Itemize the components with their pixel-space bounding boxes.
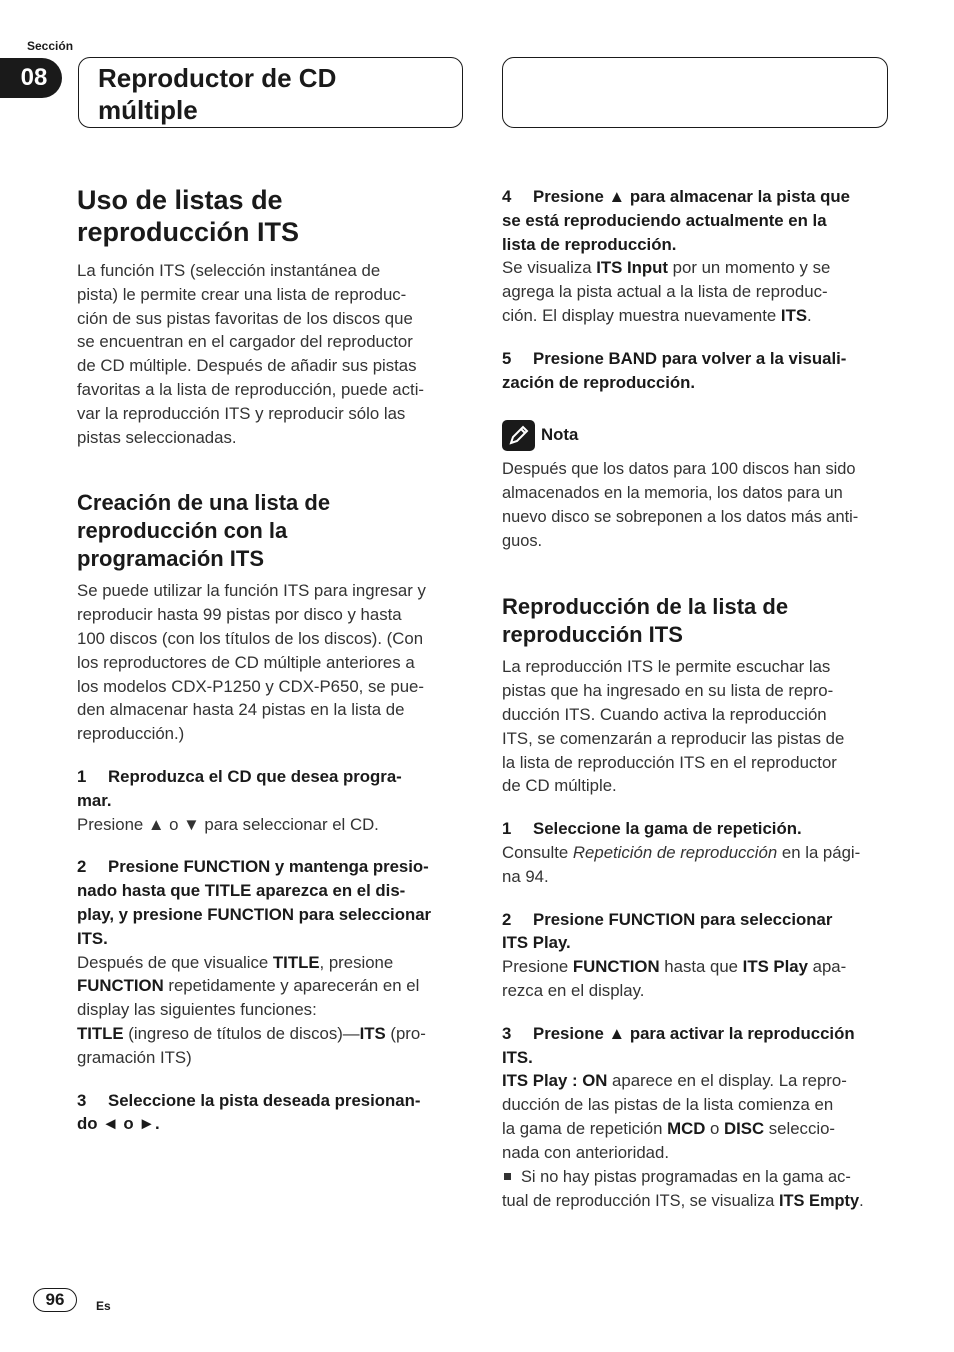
subheading-creation: Creación de una lista de reproducción con la programación ITS (77, 490, 331, 572)
bullet-square-icon (504, 1173, 511, 1180)
step-2-body: Después de que visualice TITLE, presione FUNCTION repetidamente y aparecerán en el display las siguientes funciones: TITLE (ingreso de títulos de discos)—ITS (pro- gramación ITS) (77, 952, 426, 1067)
playback-step-3-bullet: Si no hay pistas programadas en la gama ac- tual de reproducción ITS, se visualiza ITS Empty. (502, 1167, 864, 1210)
note-label: Nota (541, 425, 579, 445)
right-column (502, 185, 890, 1213)
pencil-note-icon (502, 420, 535, 451)
playback-intro-paragraph: La reproducción ITS le permite escuchar las pistas que ha ingresado en su lista de repro- ducción ITS. Cuando activa la reproducción ITS, se comenzarán a reproducir las pistas de la lista de reproducción ITS en el reproductor de CD múltiple. (502, 657, 845, 796)
playback-step-1-title: 1 Seleccione la gama de repetición. (502, 819, 802, 839)
note-text: Después que los datos para 100 discos han sido almacenados en la memoria, los datos para un nuevo disco se sobreponen a los datos más anti- guos. (502, 460, 859, 551)
step-1-body: Presione ▲ o ▼ para seleccionar el CD. (77, 814, 379, 834)
section-label: Sección (27, 39, 74, 53)
page-number: 96 (33, 1288, 77, 1312)
chapter-title-line1: Reproductor de CD (98, 63, 337, 93)
main-heading: Uso de listas de reproducción ITS (77, 185, 300, 247)
playback-step-1-body: Consulte Repetición de reproducción en la pági- na 94. (502, 842, 861, 886)
empty-header-box (502, 57, 888, 128)
step-1-title: 1 Reproduzca el CD que desea progra- mar. (77, 766, 402, 810)
language-code: Es (96, 1299, 111, 1313)
creation-intro-paragraph: Se puede utilizar la función ITS para ingresar y reproducir hasta 99 pistas por disco y hasta 100 discos (con los títulos de los discos). (Con los reproductores de CD múltiple anteriores a los modelos CDX-P1250 y CDX-P650, se pue- den almacenar hasta 24 pistas en la lista de reproducción.) (77, 581, 426, 744)
subheading-playback: Reproducción de la lista de reproducción ITS (502, 594, 789, 648)
step-3-title: 3 Seleccione la pista deseada presionan- do ◄ o ►. (77, 1090, 421, 1134)
playback-step-2-title: 2 Presione FUNCTION para seleccionar ITS Play. (502, 909, 833, 953)
note-header (502, 418, 890, 452)
section-number-badge: 08 (0, 58, 62, 98)
intro-paragraph: La función ITS (selección instantánea de pista) le permite crear una lista de reproduc- ción de sus pistas favoritas de los discos que se encuentran en el cargador del reproductor de CD múltiple. Después de añadir sus pistas favoritas a la lista de reproducción, puede acti- var la reproducción ITS y reproducir sólo las pistas seleccionadas. (77, 261, 425, 447)
left-column (77, 184, 465, 1136)
step-4-body: Se visualiza ITS Input por un momento y se agrega la pista actual a la lista de reproduc- ción. El display muestra nuevamente ITS. (502, 258, 831, 325)
playback-step-3-body: ITS Play : ON aparece en el display. La repro- ducción de las pistas de la lista comienza en la gama de repetición MCD o DISC seleccio- nada con anterioridad. (502, 1071, 847, 1162)
chapter-title-line2: múltiple (98, 95, 198, 125)
step-5-title: 5 Presione BAND para volver a la visuali- zación de reproducción. (502, 348, 847, 392)
step-4-title: 4 Presione ▲ para almacenar la pista que se está reproduciendo actualmente en la lista de reproducción. (502, 187, 850, 254)
step-2-title: 2 Presione FUNCTION y mantenga presio- nado hasta que TITLE aparezca en el dis- play, y presione FUNCTION para seleccionar ITS. (77, 857, 432, 948)
chapter-title-box (78, 57, 463, 128)
playback-step-2-body: Presione FUNCTION hasta que ITS Play apa- rezca en el display. (502, 957, 847, 1000)
playback-step-3-title: 3 Presione ▲ para activar la reproducción ITS. (502, 1023, 855, 1067)
